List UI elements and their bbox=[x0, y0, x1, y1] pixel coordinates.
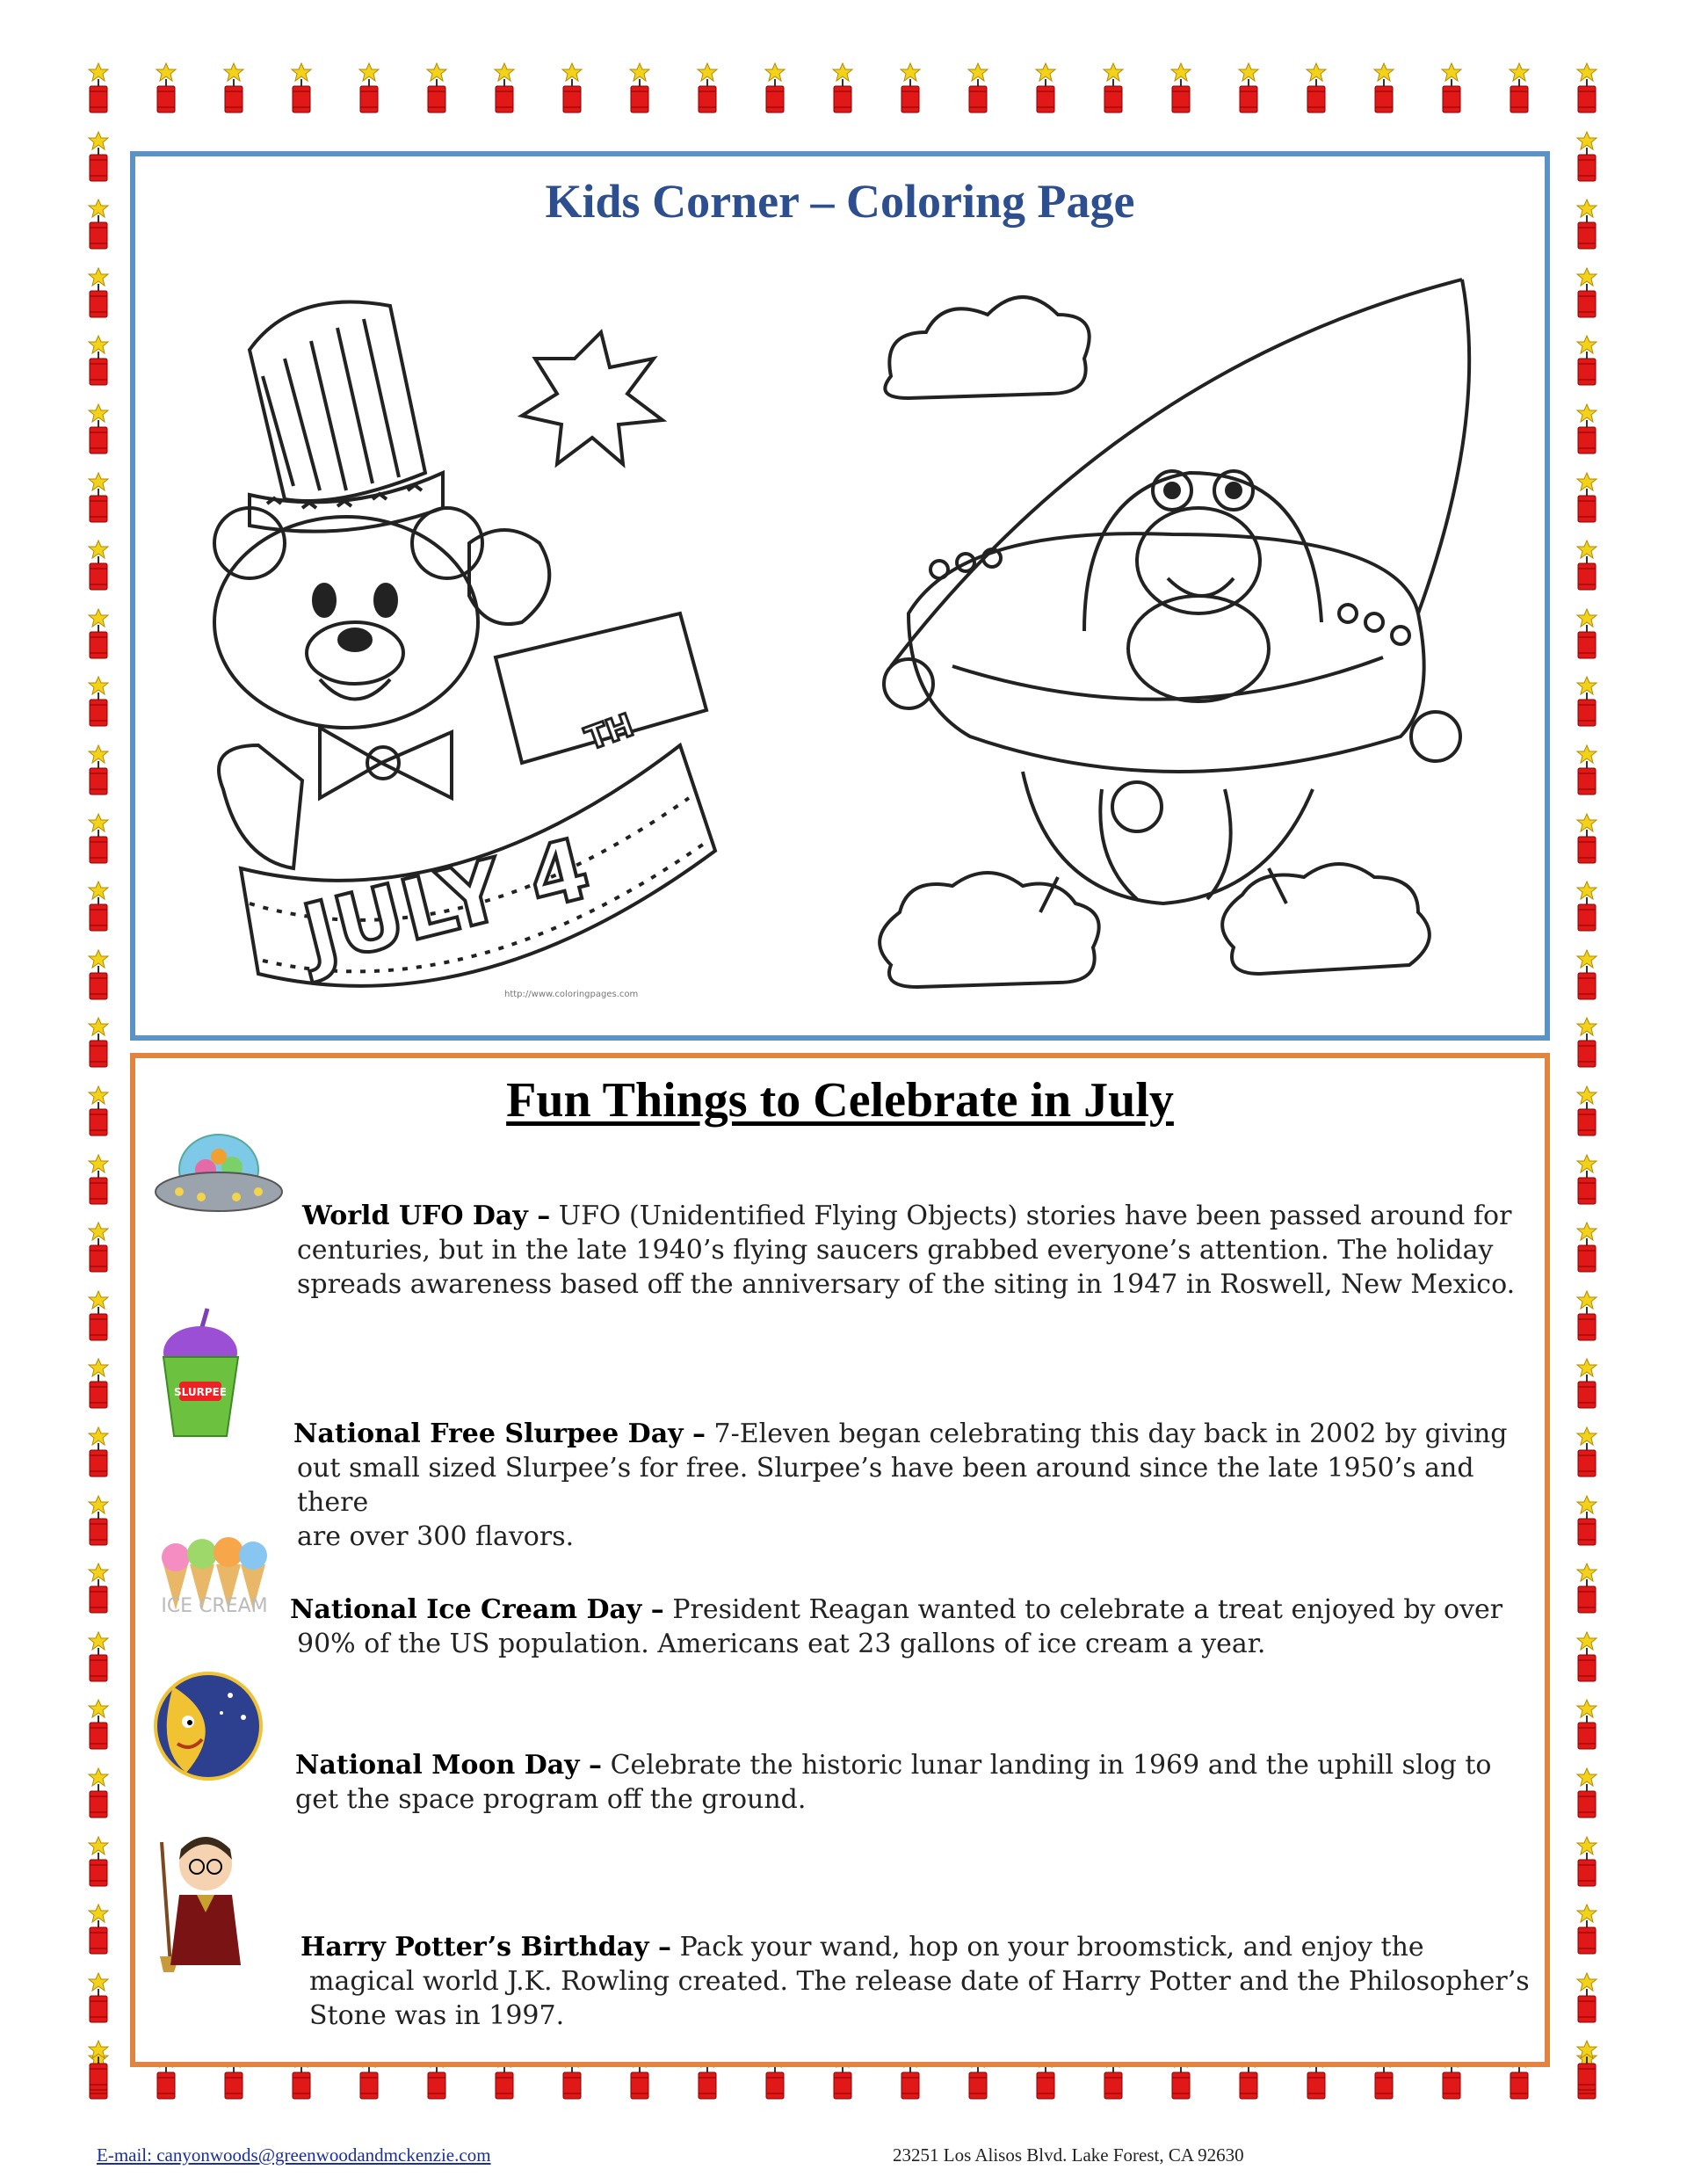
firecracker-icon bbox=[1569, 62, 1604, 114]
event-moon-day bbox=[295, 1748, 1543, 1817]
firecracker-icon bbox=[1569, 1835, 1604, 1888]
firecracker-icon bbox=[1569, 334, 1604, 387]
svg-text:TH: TH bbox=[581, 707, 639, 758]
firecracker-icon bbox=[1569, 675, 1604, 728]
svg-text:JULY 4: JULY 4 bbox=[293, 819, 599, 985]
firecracker-icon bbox=[1569, 1357, 1604, 1410]
slurpee-cup-icon bbox=[155, 1304, 247, 1445]
celebrate-july-box bbox=[130, 1053, 1550, 2067]
firecracker-icon bbox=[81, 812, 116, 865]
firecracker-icon bbox=[1569, 471, 1604, 524]
firecracker-icon bbox=[1569, 1903, 1604, 1955]
event-world-ufo-day bbox=[297, 1199, 1545, 1302]
firecracker-icon bbox=[81, 1016, 116, 1069]
ice-cream-cones-icon bbox=[153, 1531, 276, 1623]
firecracker-icon bbox=[1569, 2039, 1604, 2092]
firecracker-icon bbox=[960, 62, 996, 114]
firecracker-icon bbox=[81, 1085, 116, 1137]
firecracker-icon bbox=[81, 1903, 116, 1955]
firecracker-icon bbox=[81, 2039, 116, 2092]
july-4th-bear-coloring-image bbox=[188, 253, 750, 1027]
firecracker-icon bbox=[1569, 1016, 1604, 1069]
firecracker-icon bbox=[1231, 62, 1266, 114]
firecracker-icon bbox=[81, 1835, 116, 1888]
event-text-line: Stone was in 1997. bbox=[309, 2000, 565, 2031]
footer-email-link[interactable]: E-mail: canyonwoods@greenwoodandmckenzie.com bbox=[97, 2144, 491, 2166]
firecracker-icon bbox=[81, 334, 116, 387]
event-name: World UFO Day – bbox=[302, 1201, 551, 1231]
celebrate-title: Fun Things to Celebrate in July bbox=[506, 1073, 1174, 1128]
firecracker-icon bbox=[81, 266, 116, 319]
firecracker-icon bbox=[1366, 62, 1401, 114]
firecracker-icon bbox=[81, 539, 116, 591]
event-ice-cream-day bbox=[290, 1593, 1538, 1661]
firecracker-icon bbox=[1569, 1289, 1604, 1342]
firecracker-icon bbox=[1163, 62, 1198, 114]
firecracker-icon bbox=[1299, 62, 1334, 114]
event-name: National Ice Cream Day – bbox=[290, 1594, 664, 1625]
event-name: National Free Slurpee Day – bbox=[293, 1419, 706, 1449]
firecracker-icon bbox=[1569, 744, 1604, 796]
firecracker-icon bbox=[757, 62, 793, 114]
firecracker-icon bbox=[1569, 1426, 1604, 1478]
harry-potter-icon bbox=[153, 1825, 250, 1974]
firecracker-icon bbox=[1569, 403, 1604, 455]
firecracker-icon bbox=[81, 62, 116, 114]
cartoon-moon-icon bbox=[151, 1669, 265, 1783]
firecracker-icon bbox=[1028, 62, 1063, 114]
firecracker-icon bbox=[81, 1289, 116, 1342]
coloring-page-title: Kids Corner – Coloring Page bbox=[545, 175, 1135, 228]
coloring-source-url: http://www.coloringpages.com bbox=[504, 990, 639, 999]
firecracker-icon bbox=[81, 1494, 116, 1547]
firecracker-icon bbox=[216, 62, 251, 114]
firecracker-icon bbox=[690, 62, 725, 114]
firecracker-icon bbox=[1569, 812, 1604, 865]
event-text-line: are over 300 flavors. bbox=[297, 1521, 575, 1552]
firecracker-icon bbox=[893, 62, 928, 114]
firecracker-icon bbox=[1569, 1698, 1604, 1751]
firecracker-icon bbox=[419, 62, 454, 114]
firecracker-icon bbox=[148, 62, 184, 114]
firecracker-icon bbox=[81, 1562, 116, 1614]
event-text-line: out small sized Slurpee’s for free. Slurpee’s have been around since the late 1950’s and there bbox=[297, 1453, 1474, 1518]
firecracker-icon bbox=[1502, 62, 1537, 114]
firecracker-icon bbox=[81, 471, 116, 524]
svg-text:SLURPEE: SLURPEE bbox=[173, 1386, 228, 1398]
firecracker-icon bbox=[81, 198, 116, 250]
footer-address: 23251 Los Alisos Blvd. Lake Forest, CA 92630 bbox=[893, 2144, 1244, 2166]
firecracker-icon bbox=[81, 607, 116, 660]
coloring-page-box bbox=[130, 151, 1550, 1041]
firecracker-icon bbox=[622, 62, 657, 114]
firecracker-icon bbox=[1569, 198, 1604, 250]
firecracker-icon bbox=[284, 62, 319, 114]
firecracker-icon bbox=[81, 1630, 116, 1683]
firecracker-icon bbox=[81, 1698, 116, 1751]
firecracker-icon bbox=[1569, 130, 1604, 183]
firecracker-icon bbox=[81, 1153, 116, 1206]
firecracker-icon bbox=[825, 62, 860, 114]
ufo-alien-coloring-image bbox=[856, 244, 1506, 1018]
firecracker-icon bbox=[1569, 1494, 1604, 1547]
firecracker-icon bbox=[1434, 62, 1469, 114]
firecracker-icon bbox=[81, 403, 116, 455]
firecracker-icon bbox=[351, 62, 387, 114]
event-text-line: get the space program off the ground. bbox=[295, 1784, 807, 1815]
event-text-line: centuries, but in the late 1940’s flying saucers grabbed everyone’s attention. The holiday bbox=[297, 1235, 1494, 1266]
firecracker-icon bbox=[1569, 1221, 1604, 1273]
ufo-aliens-icon bbox=[153, 1130, 285, 1227]
event-free-slurpee-day bbox=[293, 1417, 1541, 1554]
firecracker-icon bbox=[1569, 1153, 1604, 1206]
firecracker-icon bbox=[81, 880, 116, 932]
event-text-line: magical world J.K. Rowling created. The release date of Harry Potter and the Philosopher’s bbox=[309, 1966, 1530, 1997]
firecracker-icon bbox=[1569, 1767, 1604, 1819]
firecracker-icon bbox=[81, 744, 116, 796]
firecracker-icon bbox=[81, 1767, 116, 1819]
firecracker-icon bbox=[1569, 266, 1604, 319]
firecracker-icon bbox=[81, 130, 116, 183]
firecracker-icon bbox=[1096, 62, 1131, 114]
firecracker-icon bbox=[81, 1426, 116, 1478]
event-name: National Moon Day – bbox=[295, 1750, 603, 1781]
event-text-line: President Reagan wanted to celebrate a treat enjoyed by over bbox=[663, 1594, 1503, 1625]
firecracker-icon bbox=[1569, 1630, 1604, 1683]
firecracker-icon bbox=[554, 62, 590, 114]
firecracker-icon bbox=[1569, 607, 1604, 660]
event-text-line: spreads awareness based off the anniversary of the siting in 1947 in Roswell, New Mexico. bbox=[297, 1269, 1516, 1300]
firecracker-icon bbox=[1569, 948, 1604, 1001]
firecracker-icon bbox=[81, 675, 116, 728]
event-text-line: 90% of the US population. Americans eat 23 gallons of ice cream a year. bbox=[297, 1629, 1266, 1659]
event-name: Harry Potter’s Birthday – bbox=[300, 1932, 672, 1963]
firecracker-icon bbox=[1569, 1085, 1604, 1137]
event-text-line: Pack your wand, hop on your broomstick, and enjoy the bbox=[671, 1932, 1424, 1963]
firecracker-icon bbox=[81, 1357, 116, 1410]
firecracker-icon bbox=[1569, 1562, 1604, 1614]
event-text-line: Celebrate the historic lunar landing in 1969 and the uphill slog to bbox=[602, 1750, 1492, 1781]
firecracker-icon bbox=[1569, 539, 1604, 591]
event-text-line: UFO (Unidentified Flying Objects) stories have been passed around for bbox=[550, 1201, 1512, 1231]
ice-cream-icon-label: ICE CREAM bbox=[161, 1595, 268, 1617]
firecracker-icon bbox=[487, 62, 522, 114]
firecracker-icon bbox=[81, 1221, 116, 1273]
firecracker-icon bbox=[81, 1971, 116, 2024]
firecracker-icon bbox=[1569, 1971, 1604, 2024]
firecracker-icon bbox=[81, 948, 116, 1001]
event-harry-potter-birthday bbox=[300, 1930, 1548, 2033]
firecracker-icon bbox=[1569, 880, 1604, 932]
event-text-line: 7-Eleven began celebrating this day back in 2002 by giving bbox=[706, 1419, 1508, 1449]
